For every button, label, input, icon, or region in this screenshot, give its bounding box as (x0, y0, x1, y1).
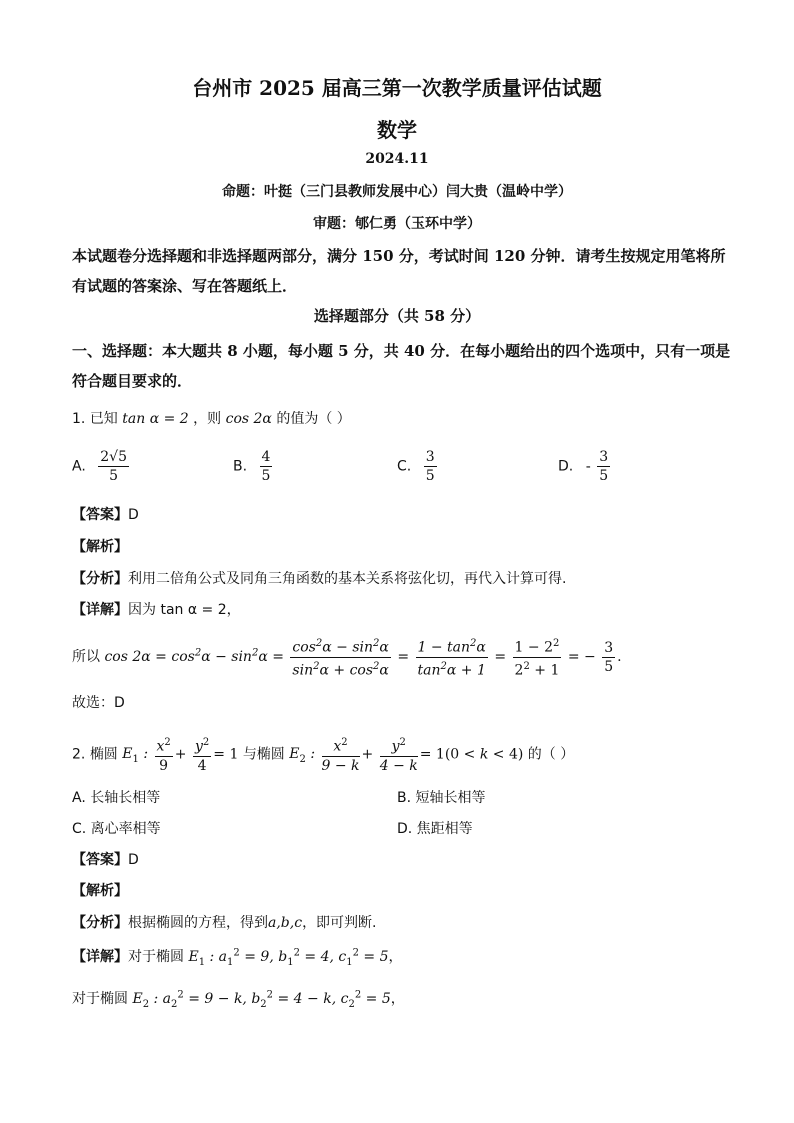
exam-date: 2024.11 (365, 151, 429, 167)
exam-title: 台州市 2025 届高三第一次教学质量评估试题 (192, 76, 602, 100)
q1-xiangjie: 【详解】因为 tan α = 2， (72, 602, 241, 618)
q2-line2: 对于椭圆 $E_2$ : $a_2^2 = 9 - k$, $b_2^2 = 4 - k$, $c_2^2 = 5$， (72, 989, 405, 1010)
exam-intro: 本试题卷分选择题和非选择题两部分，满分 150 分，考试时间 120 分钟．请考生按规定用笔将所有试题的答案涂、写在答题纸上． (72, 247, 726, 295)
q2-fenxi: 【分析】根据椭圆的方程，得到a,b,c，即可判断. (72, 915, 377, 931)
q1-option-b: B. $\frac{4}{5}$ (233, 449, 271, 484)
condition-formula: tan α = 2 (122, 411, 189, 427)
q2-xiangjie: 【详解】对于椭圆 $E_1$ : $a_1^2 = 9$, $b_1^2 = 4$, $c_1^2 = 5$， (72, 947, 403, 968)
q1-derivation: 所以 $\cos 2\alpha = \cos^2\alpha - \sin^2\alpha$ = $\frac{\cos^2\alpha - \sin^2\alpha}{\sin^2\alpha + \cos^2\alpha}$ = $\frac{1 - \tan^2\alpha}{\tan^2\alpha + 1}$ = $\frac{1 - 2^2}{2^2 + 1}$ = − $\frac{3}{5}$ . (72, 635, 622, 679)
q2-jiexi-tag: 【解析】 (72, 883, 128, 899)
question-1-stem: 1. 已知 tan α = 2 ，则 cos 2α 的值为（ ） (72, 411, 351, 427)
q1-jiexi-tag: 【解析】 (72, 539, 128, 555)
question-2-stem: 2. 椭圆 $E_1$ : $\frac{x^2}{9}$ + $\frac{y^2}{4}$ = 1 与椭圆 $E_2$ : $\frac{x^2}{9 - k}$ + $\frac{y^2}{4 - k}$ = 1(0 < k < 4) 的（ ） (72, 734, 574, 775)
q1-answer: 【答案】D (72, 507, 139, 523)
section-instructions: 一、选择题：本大题共 8 小题，每小题 5 分，共 40 分．在每小题给出的四个选项中，只有一项是符合题目要求的． (72, 342, 731, 390)
section-title: 选择题部分（共 58 分） (313, 307, 481, 325)
q1-fenxi: 【分析】利用二倍角公式及同角三角函数的基本关系将弦化切，再代入计算可得. (72, 571, 567, 587)
target-formula: cos 2α (225, 411, 272, 427)
exam-authors: 命题：叶挺（三门县教师发展中心）闫大贵（温岭中学） (222, 184, 572, 200)
exam-subject: 数学 (377, 118, 417, 142)
q1-conclusion: 故选：D (72, 695, 125, 711)
question-number: 1. (72, 411, 86, 427)
q1-option-a: A. $\frac{2√5}{5}$ (72, 449, 127, 484)
q1-option-d: D. - $\frac{3}{5}$ (558, 449, 609, 484)
exam-reviewer: 审题：郇仁勇（玉环中学） (313, 216, 481, 232)
q2-option-c: C. 离心率相等 (72, 821, 161, 837)
q1-option-c: C. $\frac{3}{5}$ (397, 449, 435, 484)
q2-option-b: B. 短轴长相等 (397, 790, 486, 806)
q2-answer: 【答案】D (72, 852, 139, 868)
q2-option-d: D. 焦距相等 (397, 821, 473, 837)
q2-option-a: A. 长轴长相等 (72, 790, 161, 806)
question-number: 2. (72, 746, 86, 763)
